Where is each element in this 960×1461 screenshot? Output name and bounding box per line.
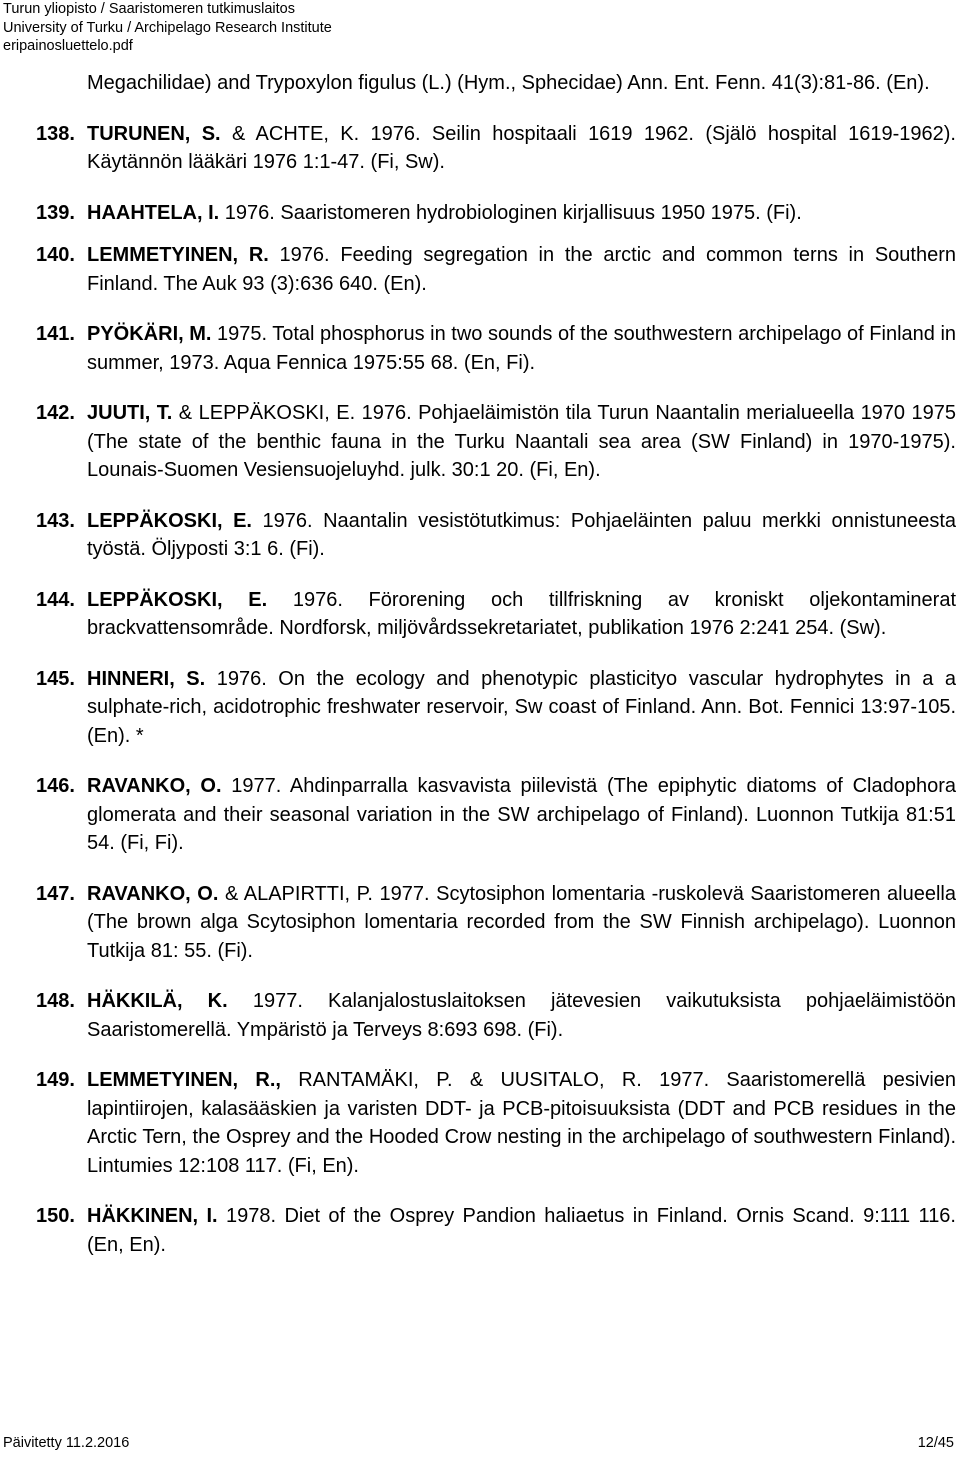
entry-authors: HÄKKINEN, I. [87,1205,218,1227]
entry-details: 1976. Förorening och tillfriskning av kroniskt oljekontaminerat brackvattensområde. Nordforsk, miljövårdssekretariatet, publikation 1976 2:241 254. (Sw). [87,588,957,639]
entry-authors: LEPPÄKOSKI, E. [87,588,268,611]
continuation-text: Megachilidae) and Trypoxylon figulus (L.) (Hym., Sphecidae) Ann. Ent. Fenn. 41(3):81-86. (En). [87,72,930,94]
entry-details: & ACHTE, K. 1976. Seilin hospitaali 1619 1962. (Själö hospital 1619-1962). Käytännön lääkäri 1976 1:1-47. (Fi, Sw). [87,122,956,173]
list-item [36,880,956,966]
entry-authors: RAVANKO, O. [87,882,219,905]
header-institution-en: University of Turku / Archipelago Research Institute [3,19,332,36]
entry-number: 148. [36,990,75,1012]
list-item [36,1202,956,1259]
entry-number: 143. [36,509,75,532]
entry-details: RANTAMÄKI, P. & UUSITALO, R. 1977. Saaristomerellä pesivien lapintiirojen, kalasääskien ja varisten DDT- ja PCB-pitoisuuksista (DDT and PCB residues in the Arctic Tern, the Osprey and the Hooded Crow nesting in the archipelago of southwestern Finland). Lintumies 12:108 117. (Fi, En). [87,1069,957,1177]
entry-details: & LEPPÄKOSKI, E. 1976. Pohjaeläimistön tila Turun Naantalin merialueella 1970 1975 (The state of the benthic fauna in the Turku Naantali sea area (SW Finland) in 1970-1975). Lounais-Suomen Vesiensuojeluyhd. julk. 30:1 20. (Fi, En). [87,402,956,481]
entry-authors: LEMMETYINEN, R. [87,244,269,266]
footer-page-number: 12/45 [917,1435,954,1451]
entry-number: 142. [36,402,75,424]
entry-details: 1977. Ahdinparralla kasvavista piilevistä (The epiphytic diatoms of Cladophora glomerata and their seasonal variation in the SW archipelago of Finland). Luonnon Tutkija 81:51 54. (Fi, Fi). [87,775,956,854]
entry-number: 145. [36,667,75,690]
entry-number: 138. [36,122,75,145]
entry-number: 141. [36,323,75,345]
entry-authors: HINNERI, S. [87,667,206,690]
list-item [36,399,956,485]
entry-authors: TURUNEN, S. [87,122,221,145]
entry-details: 1976. On the ecology and phenotypic plasticityo vascular hydrophytes in a a sulphate-rich, acidotrophic freshwater reservoir, Sw coast of Finland. Ann. Bot. Fennici 13:97-105. (En). * [87,667,956,747]
list-item [36,665,956,751]
list-item [36,772,956,858]
entry-number: 139. [36,201,75,224]
entry-authors: RAVANKO, O. [87,775,222,797]
entry-number: 150. [36,1205,75,1227]
entry-authors: HÄKKILÄ, K. [87,990,228,1012]
entry-details: 1976. Feeding segregation in the arctic and common terns in Southern Finland. The Auk 93 (3):636 640. (En). [87,244,957,295]
entry-details: & ALAPIRTTI, P. 1977. Scytosiphon lomentaria -ruskolevä Saaristomeren alueella (The brown alga Scytosiphon lomentaria recorded from the SW Finnish archipelago). Luonnon Tutkija 81: 55. (Fi). [87,882,956,962]
list-item [36,120,956,177]
entry-number: 147. [36,882,75,905]
entry-number: 149. [36,1069,75,1091]
entry-number: 146. [36,775,75,797]
page-header [3,0,332,56]
entry-authors: LEPPÄKOSKI, E. [87,509,252,532]
entry-authors: LEMMETYINEN, R., [87,1069,281,1091]
entry-authors: PYÖKÄRI, M. [87,323,212,345]
list-item [36,199,956,228]
list-item [36,507,956,564]
entry-details: 1976. Saaristomeren hydrobiologinen kirjallisuus 1950 1975. (Fi). [219,201,802,224]
entry-details: 1978. Diet of the Osprey Pandion haliaetus in Finland. Ornis Scand. 9:111 116. (En, En). [87,1205,956,1256]
entry-authors: HAAHTELA, I. [87,201,220,224]
header-filename: eripainosluettelo.pdf [3,38,133,54]
list-item [36,586,956,643]
list-item [36,320,956,377]
list-item [36,987,956,1044]
entry-authors: JUUTI, T. [87,402,173,424]
header-institution-fi: Turun yliopisto / Saaristomeren tutkimuslaitos [3,1,295,17]
footer-updated-date: Päivitetty 11.2.2016 [3,1435,130,1451]
entry-details: 1976. Naantalin vesistötutkimus: Pohjaeläinten paluu merkki onnistuneesta työstä. Öljyposti 3:1 6. (Fi). [87,509,956,560]
entry-details: 1977. Kalanjalostuslaitoksen jätevesien vaikutuksista pohjaeläimistöön Saaristomerellä. Ympäristö ja Terveys 8:693 698. (Fi). [87,990,956,1041]
list-item [36,241,956,298]
entry-number: 140. [36,244,75,266]
entry-number: 144. [36,588,75,611]
list-item [36,1066,956,1180]
publication-list [36,69,956,1281]
entry-details: 1975. Total phosphorus in two sounds of the southwestern archipelago of Finland in summer, 1973. Aqua Fennica 1975:55 68. (En, Fi). [87,323,957,374]
